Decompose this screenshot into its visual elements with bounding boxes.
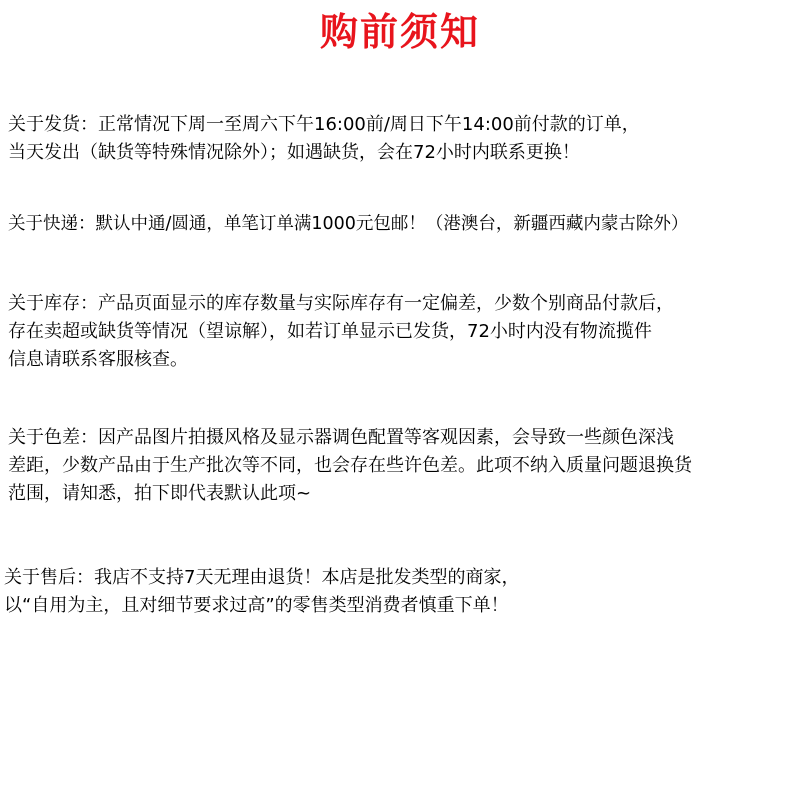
section-line: 信息请联系客服核查。 [8, 349, 188, 370]
section-line: 关于库存：产品页面显示的库存数量与实际库存有一定偏差，少数个别商品付款后， [8, 293, 674, 314]
section-line: 当天发出（缺货等特殊情况除外）；如遇缺货，会在72小时内联系更换！ [8, 142, 580, 163]
section-shipping [8, 111, 798, 167]
section-line: 关于售后：我店不支持7天无理由退货！本店是批发类型的商家， [4, 567, 520, 588]
section-after-sales [4, 564, 794, 620]
section-line: 差距，少数产品由于生产批次等不同，也会存在些许色差。此项不纳入质量问题退换货 [8, 455, 692, 476]
section-line: 存在卖超或缺货等情况（望谅解），如若订单显示已发货，72小时内没有物流揽件 [8, 321, 652, 342]
section-courier [8, 210, 798, 238]
page-title: 购前须知 [319, 10, 480, 54]
section-line: 关于发货：正常情况下周一至周六下午16:00前/周日下午14:00前付款的订单， [8, 114, 640, 135]
section-inventory [8, 290, 798, 374]
section-line: 关于快递：默认中通/圆通，单笔订单满1000元包邮！（港澳台，新疆西藏内蒙古除外） [8, 214, 689, 234]
section-line: 关于色差：因产品图片拍摄风格及显示器调色配置等客观因素，会导致一些颜色深浅 [8, 427, 674, 448]
section-color-difference [8, 424, 798, 508]
section-line: 以“自用为主，且对细节要求过高”的零售类型消费者慎重下单！ [4, 595, 509, 616]
section-line: 范围，请知悉，拍下即代表默认此项~ [8, 483, 312, 504]
